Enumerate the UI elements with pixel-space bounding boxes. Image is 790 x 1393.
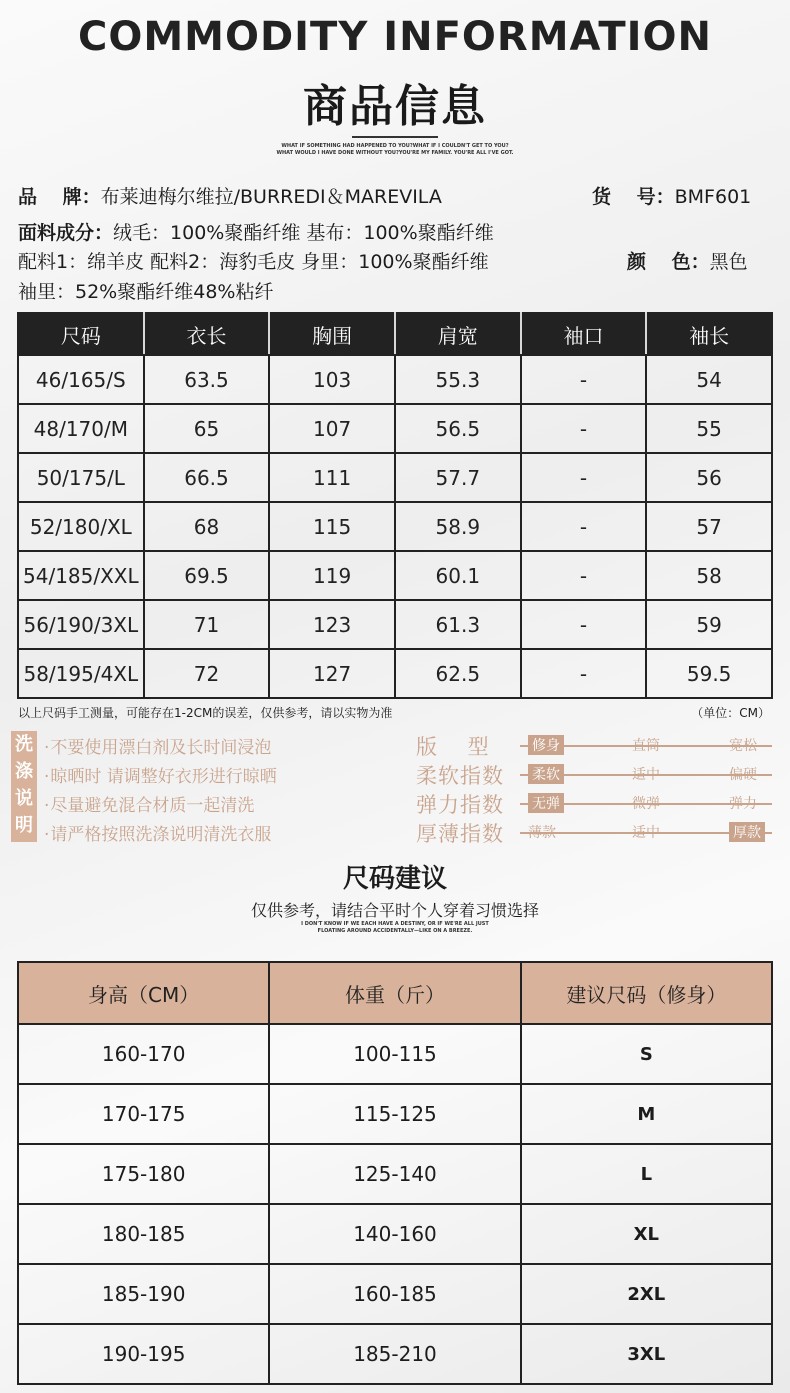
- rating-option: 适中: [632, 825, 660, 841]
- fabric-line: [18, 218, 494, 245]
- unit-note: （单位：CM）: [691, 706, 770, 720]
- rec-header-cell: 建议尺码（修身）: [521, 962, 772, 1024]
- size-table-cell: 56: [646, 453, 772, 502]
- tagline-line-2: WHAT WOULD I HAVE DONE WITHOUT YOU?YOU'RE MY FAMILY. YOU'RE ALL I'VE GOT.: [276, 150, 514, 156]
- rec-table-cell: 140-160: [269, 1204, 520, 1264]
- fabric-value: 绒毛：100%聚酯纤维 基布：100%聚酯纤维: [113, 222, 494, 244]
- suggest-title: 尺码建议: [342, 864, 447, 894]
- rating-label: 柔软指数: [416, 764, 504, 788]
- rec-table-cell: 2XL: [521, 1264, 772, 1324]
- size-table-cell: 57: [646, 502, 772, 551]
- item-number-line: [592, 182, 751, 209]
- recommendation-table: [17, 961, 773, 1385]
- size-table-cell: 123: [269, 600, 395, 649]
- size-header-cell: 袖长: [646, 313, 772, 355]
- size-table-cell: 56.5: [395, 404, 521, 453]
- rec-table-cell: 170-175: [18, 1084, 269, 1144]
- size-table-cell: 58/195/4XL: [18, 649, 144, 698]
- measure-note: 以上尺码手工测量，可能存在1-2CM的误差，仅供参考，请以实物为准: [18, 706, 393, 720]
- rec-table-row: [18, 1264, 772, 1324]
- size-table-cell: 59.5: [646, 649, 772, 698]
- size-table-cell: -: [521, 502, 647, 551]
- item-number-value: BMF601: [674, 186, 752, 208]
- rating-option: 微弹: [632, 796, 660, 812]
- size-table-row: [18, 453, 772, 502]
- size-table-row: [18, 551, 772, 600]
- rec-table-cell: 190-195: [18, 1324, 269, 1384]
- suggest-tagline-2: FLOATING AROUND ACCIDENTALLY—LIKE ON A BREEZE.: [317, 928, 473, 934]
- size-table-cell: -: [521, 600, 647, 649]
- size-table-cell: 59: [646, 600, 772, 649]
- rec-table-cell: S: [521, 1024, 772, 1084]
- rec-table-cell: 180-185: [18, 1204, 269, 1264]
- wash-item: · 尽量避免混合材质一起清洗: [44, 791, 254, 816]
- rec-table-row: [18, 1324, 772, 1384]
- rating-option-selected: 修身: [528, 735, 564, 755]
- header-tagline: [0, 143, 790, 157]
- title-english: COMMODITY INFORMATION: [77, 14, 713, 60]
- size-table-cell: 63.5: [144, 355, 270, 404]
- wash-item: · 不要使用漂白剂及长时间浸泡: [44, 733, 271, 758]
- size-table-cell: 58.9: [395, 502, 521, 551]
- size-table-cell: 115: [269, 502, 395, 551]
- size-table-cell: 50/175/L: [18, 453, 144, 502]
- size-table-cell: 127: [269, 649, 395, 698]
- rating-label: 弹力指数: [416, 793, 504, 817]
- rec-table-row: [18, 1144, 772, 1204]
- rec-table-row: [18, 1024, 772, 1084]
- size-table-cell: 66.5: [144, 453, 270, 502]
- size-table-cell: 54: [646, 355, 772, 404]
- wash-label-char: 说: [15, 788, 33, 809]
- wash-label-char: 涤: [15, 761, 33, 782]
- size-table-row: [18, 600, 772, 649]
- size-table-cell: 61.3: [395, 600, 521, 649]
- rec-table-row: [18, 1204, 772, 1264]
- size-table-cell: -: [521, 551, 647, 600]
- rec-table-cell: 3XL: [521, 1324, 772, 1384]
- size-table-row: [18, 649, 772, 698]
- size-table-cell: 57.7: [395, 453, 521, 502]
- size-table-cell: 46/165/S: [18, 355, 144, 404]
- rec-table-row: [18, 1084, 772, 1144]
- size-table-cell: 119: [269, 551, 395, 600]
- size-table-cell: 62.5: [395, 649, 521, 698]
- sleeve-lining-line: 袖里：52%聚酯纤维48%粘纤: [18, 281, 274, 303]
- title-chinese: 商品信息: [303, 81, 487, 132]
- fabric-label: 面料成分：: [18, 222, 114, 244]
- size-table-row: [18, 355, 772, 404]
- rec-table-cell: M: [521, 1084, 772, 1144]
- size-table-cell: 71: [144, 600, 270, 649]
- tagline-line-1: WHAT IF SOMETHING HAD HAPPENED TO YOU?WHAT IF I COULDN'T GET TO YOU?: [281, 143, 509, 149]
- wash-label-char: 明: [15, 815, 33, 836]
- rec-table-cell: 175-180: [18, 1144, 269, 1204]
- wash-label-char: 洗: [15, 734, 33, 755]
- rating-label: 厚薄指数: [416, 822, 504, 846]
- color-value: 黑色: [709, 251, 748, 273]
- size-table-cell: 55: [646, 404, 772, 453]
- size-table-cell: 111: [269, 453, 395, 502]
- rec-table-cell: L: [521, 1144, 772, 1204]
- rec-table-cell: 185-190: [18, 1264, 269, 1324]
- size-table-cell: 68: [144, 502, 270, 551]
- size-table-cell: -: [521, 453, 647, 502]
- size-table-cell: 52/180/XL: [18, 502, 144, 551]
- size-table: [17, 312, 773, 699]
- brand-label: 品 牌：: [18, 186, 101, 208]
- wash-item: · 晾晒时 请调整好衣形进行晾晒: [44, 762, 277, 787]
- size-table-row: [18, 404, 772, 453]
- size-table-cell: 107: [269, 404, 395, 453]
- size-table-cell: 65: [144, 404, 270, 453]
- suggest-subtitle: 仅供参考，请结合平时个人穿着习惯选择: [250, 901, 539, 920]
- rating-option: 偏硬: [729, 767, 757, 783]
- trim-line: 配料1：绵羊皮 配料2：海豹毛皮 身里：100%聚酯纤维: [18, 251, 489, 273]
- rec-table-cell: 115-125: [269, 1084, 520, 1144]
- brand-line: [18, 182, 442, 209]
- size-header-cell: 衣长: [144, 313, 270, 355]
- size-table-cell: 56/190/3XL: [18, 600, 144, 649]
- rec-table-cell: 100-115: [269, 1024, 520, 1084]
- size-table-cell: 58: [646, 551, 772, 600]
- size-table-cell: 103: [269, 355, 395, 404]
- size-table-cell: 48/170/M: [18, 404, 144, 453]
- rec-header-cell: 体重（斤）: [269, 962, 520, 1024]
- rating-option: 薄款: [528, 825, 556, 841]
- size-table-header: [18, 313, 772, 355]
- rating-label: 版 型: [416, 735, 490, 759]
- wash-item: · 请严格按照洗涤说明清洗衣服: [44, 820, 271, 845]
- rating-option-selected: 无弹: [528, 793, 564, 813]
- size-header-cell: 袖口: [521, 313, 647, 355]
- color-line: [627, 247, 748, 274]
- rating-option: 直筒: [632, 738, 660, 754]
- brand-value: 布莱迪梅尔维拉/BURREDI＆MAREVILA: [100, 186, 442, 208]
- size-header-cell: 胸围: [269, 313, 395, 355]
- wash-label-box: [11, 731, 37, 842]
- rating-option-selected: 厚款: [729, 822, 765, 842]
- size-table-cell: 60.1: [395, 551, 521, 600]
- size-table-row: [18, 502, 772, 551]
- rec-table-cell: 125-140: [269, 1144, 520, 1204]
- size-table-cell: -: [521, 404, 647, 453]
- size-table-cell: -: [521, 649, 647, 698]
- rating-option: 弹力: [729, 796, 757, 812]
- size-header-cell: 尺码: [18, 313, 144, 355]
- rating-option: 宽松: [729, 738, 757, 754]
- rating-option: 适中: [632, 767, 660, 783]
- size-table-cell: 69.5: [144, 551, 270, 600]
- rec-table-cell: 185-210: [269, 1324, 520, 1384]
- size-table-cell: -: [521, 355, 647, 404]
- color-label: 颜 色：: [627, 251, 710, 273]
- rec-table-cell: XL: [521, 1204, 772, 1264]
- size-table-cell: 72: [144, 649, 270, 698]
- rec-table-cell: 160-185: [269, 1264, 520, 1324]
- rating-option-selected: 柔软: [528, 764, 564, 784]
- item-number-label: 货 号：: [592, 186, 675, 208]
- size-header-cell: 肩宽: [395, 313, 521, 355]
- size-table-cell: 55.3: [395, 355, 521, 404]
- suggest-tagline-1: I DON'T KNOW IF WE EACH HAVE A DESTINY, OR IF WE'RE ALL JUST: [301, 921, 489, 927]
- suggest-tagline: [0, 921, 790, 935]
- rec-table-cell: 160-170: [18, 1024, 269, 1084]
- rec-table-header: [18, 962, 772, 1024]
- rec-header-cell: 身高（CM）: [18, 962, 269, 1024]
- size-table-cell: 54/185/XXL: [18, 551, 144, 600]
